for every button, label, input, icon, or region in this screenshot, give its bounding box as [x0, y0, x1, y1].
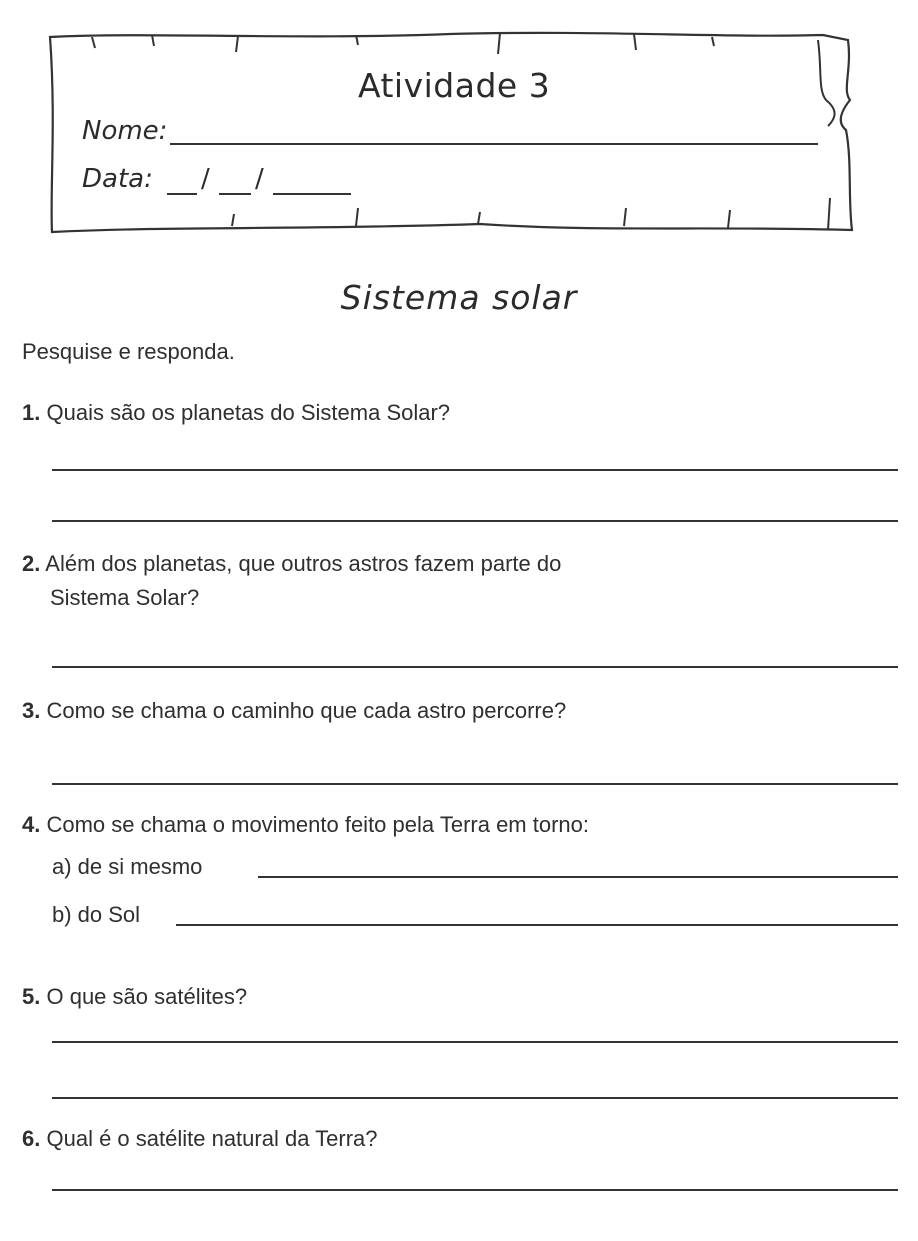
question-4 — [22, 808, 589, 842]
answer-line-1b[interactable] — [52, 520, 898, 522]
instruction-text: Pesquise e responda. — [22, 339, 235, 364]
name-field-line[interactable] — [170, 143, 818, 145]
name-label: Nome: — [82, 116, 168, 146]
worksheet-title: Sistema solar — [340, 278, 578, 317]
date-slash-2: / — [255, 164, 264, 194]
answer-line-3[interactable] — [52, 783, 898, 785]
question-1 — [22, 396, 450, 430]
question-number: 3. — [22, 698, 41, 723]
header-scroll-frame — [0, 0, 918, 260]
question-text: Quais são os planetas do Sistema Solar? — [46, 400, 451, 425]
answer-line-5b[interactable] — [52, 1097, 898, 1099]
answer-line-6[interactable] — [52, 1189, 898, 1191]
question-4b-label: b) do Sol — [52, 902, 141, 927]
answer-line-5a[interactable] — [52, 1041, 898, 1043]
date-year-line[interactable] — [273, 193, 351, 195]
question-text-continued: Sistema Solar? — [50, 585, 200, 610]
question-number: 1. — [22, 400, 41, 425]
question-2 — [22, 547, 561, 615]
question-text: Como se chama o movimento feito pela Terra em torno: — [46, 812, 589, 837]
question-3 — [22, 694, 566, 728]
date-day-line[interactable] — [167, 193, 197, 195]
question-5 — [22, 980, 247, 1014]
date-slash-1: / — [201, 164, 210, 194]
question-number: 6. — [22, 1126, 41, 1151]
answer-line-1a[interactable] — [52, 469, 898, 471]
question-text: Além dos planetas, que outros astros fazem parte do — [45, 551, 562, 576]
question-number: 2. — [22, 551, 41, 576]
activity-title: Atividade 3 — [358, 66, 551, 105]
question-text: Como se chama o caminho que cada astro percorre? — [46, 698, 567, 723]
question-text: O que são satélites? — [46, 984, 248, 1009]
question-text: Qual é o satélite natural da Terra? — [46, 1126, 378, 1151]
question-number: 5. — [22, 984, 41, 1009]
question-6 — [22, 1122, 378, 1156]
date-label: Data: — [82, 164, 153, 194]
answer-line-4b[interactable] — [176, 924, 898, 926]
answer-line-4a[interactable] — [258, 876, 898, 878]
question-number: 4. — [22, 812, 41, 837]
date-month-line[interactable] — [219, 193, 251, 195]
answer-line-2[interactable] — [52, 666, 898, 668]
question-4a-label: a) de si mesmo — [52, 854, 203, 879]
